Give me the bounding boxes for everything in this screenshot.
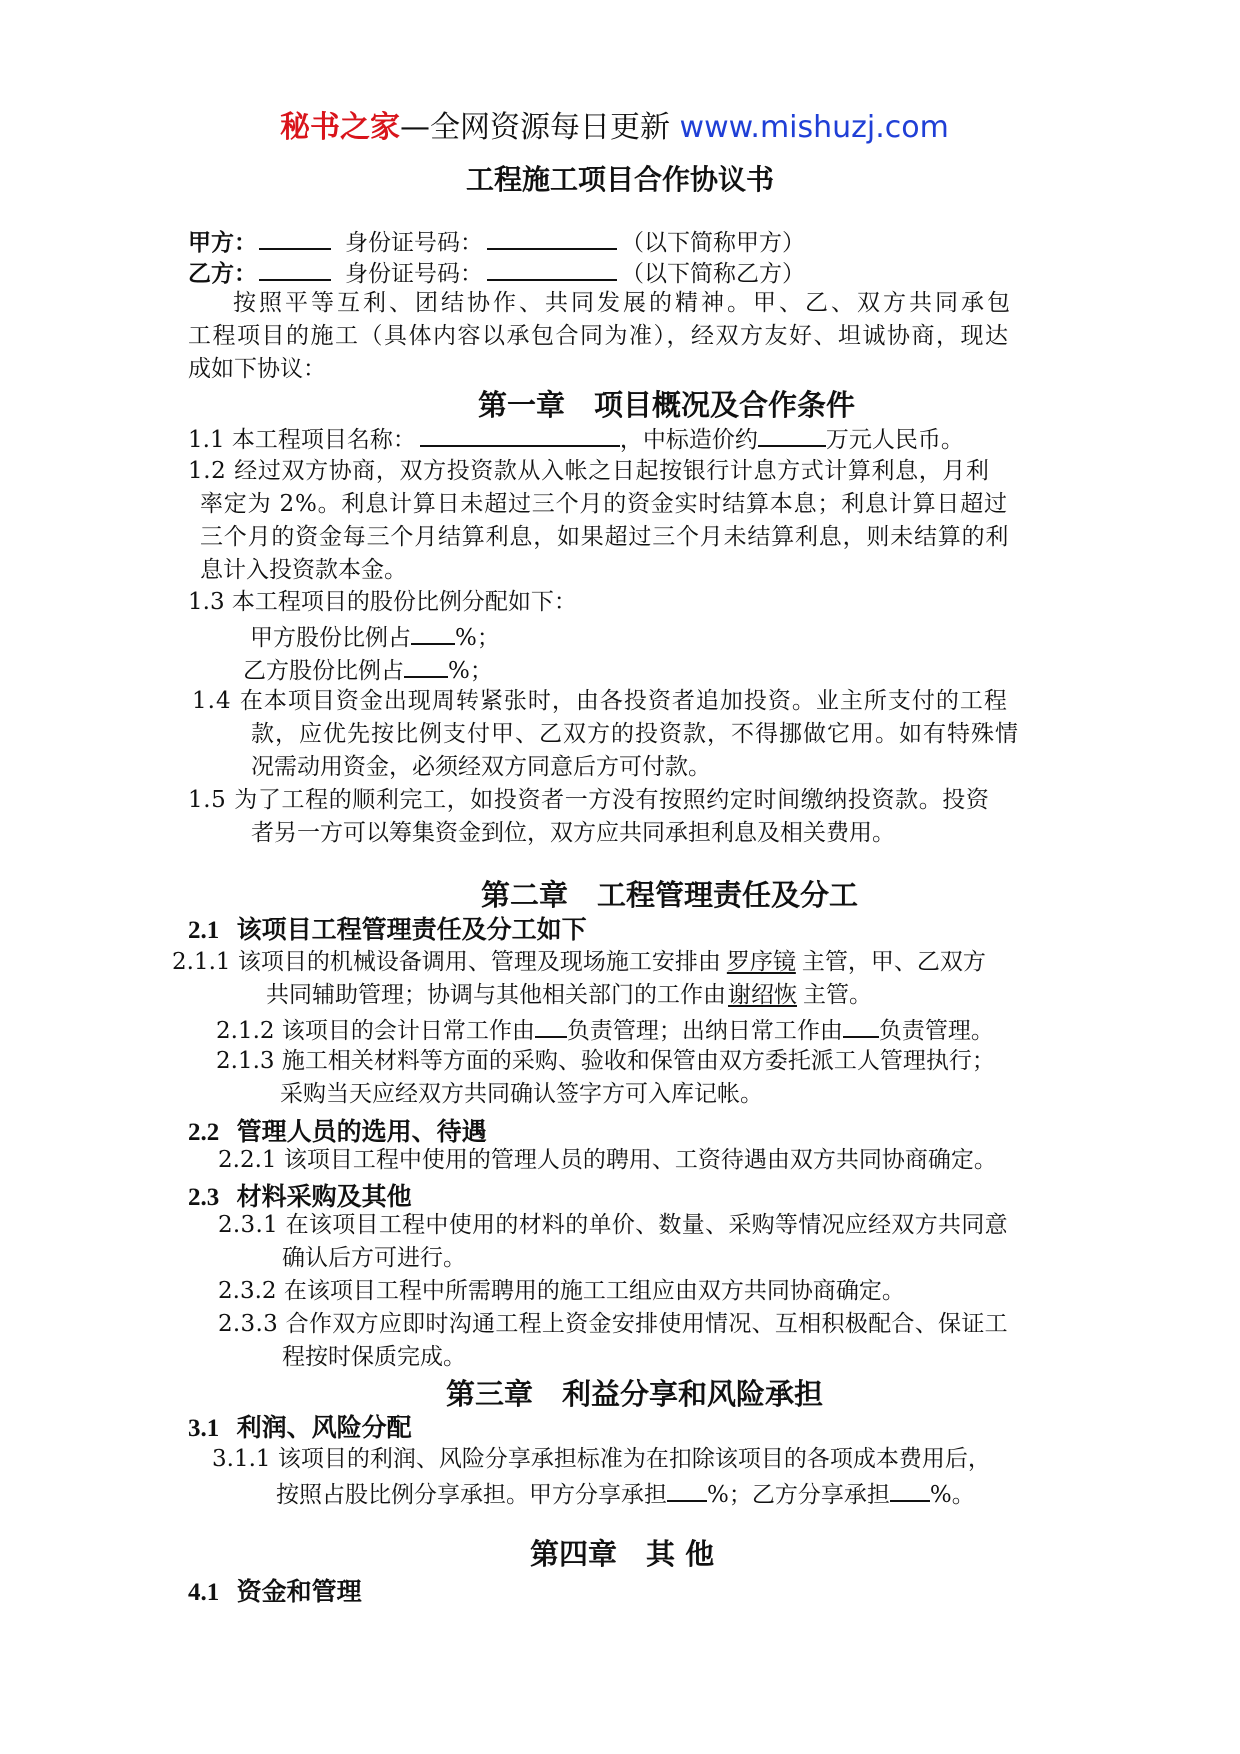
clause-1-2-line-2: 率定为 2%。利息计算日未超过三个月的资金实时结算本息；利息计算日超过 [200,491,1008,517]
clause-1-1-text-a: 1.1 本工程项目名称： [188,427,416,453]
profit-share-b-blank [890,1476,930,1502]
party-b-label: 乙方： [188,260,257,287]
party-b-id-label: 身份证号码： [345,261,483,287]
party-a-suffix: （以下简称甲方） [621,230,805,256]
section-2-3-heading [188,1177,412,1213]
section-2-1-heading [188,910,587,946]
party-a-label: 甲方： [188,229,257,256]
clause-2-1-3-line-2: 采购当天应经双方共同确认签字方可入库记帐。 [280,1081,763,1107]
clause-1-4-line-3: 况需动用资金，必须经双方同意后方可付款。 [251,754,711,780]
clause-1-2-line-1: 1.2 经过双方协商，双方投资款从入帐之日起按银行计息方式计算利息，月利 [188,458,990,484]
profit-share-a-blank [667,1476,707,1502]
section-3-1-number: 3.1 [188,1415,220,1442]
banner-brand: 秘书之家 [280,110,400,145]
clause-2-3-1-line-1: 2.3.1 在该项目工程中使用的材料的单价、数量、采购等情况应经双方共同意 [218,1212,1008,1238]
clause-1-2-line-3: 三个月的资金每三个月结算利息，如果超过三个月未结算利息，则未结算的利 [200,524,1010,550]
party-b-id-blank [487,255,617,281]
clause-1-3-party-b [243,652,493,688]
clause-2-3-3-line-1: 2.3.3 合作双方应即时沟通工程上资金安排使用情况、互相积极配合、保证工 [218,1311,1008,1337]
party-a-id-blank [487,224,617,250]
share-b-unit: %； [448,658,493,684]
clause-2-1-1-text-c: 共同辅助管理；协调与其他相关部门的工作由 [266,982,726,1008]
clause-1-5-line-2: 者另一方可以筹集资金到位，双方应共同承担利息及相关费用。 [251,820,895,846]
clause-1-5-line-1: 1.5 为了工程的顺利完工，如投资者一方没有按照约定时间缴纳投资款。投资 [188,787,990,813]
section-3-1-label: 利润、风险分配 [236,1413,412,1442]
clause-3-1-1-text-a: 按照占股比例分享承担。甲方分享承担 [276,1482,667,1508]
section-2-1-number: 2.1 [188,917,220,944]
clause-1-1 [188,421,964,457]
cashier-blank [843,1012,879,1038]
section-4-1-heading [188,1572,362,1608]
clause-2-1-3-line-1: 2.1.3 施工相关材料等方面的采购、验收和保管由双方委托派工人管理执行； [216,1048,995,1074]
clause-3-1-1-line-1: 3.1.1 该项目的利润、风险分享承担标准为在扣除该项目的各项成本费用后， [212,1446,991,1472]
clause-2-1-2-text-c: 负责管理。 [878,1018,994,1044]
share-b-label: 乙方股份比例占 [243,658,404,684]
clause-1-4-line-2: 款，应优先按比例支付甲、乙双方的投资款，不得挪做它用。如有特殊情 [251,721,1019,747]
clause-3-1-1-line-2 [276,1476,975,1512]
coordination-manager-name: 谢绍恢 [728,982,797,1008]
clause-2-1-1-text-a: 2.1.1 该项目的机械设备调用、管理及现场施工安排由 [172,949,721,975]
section-2-2-number: 2.2 [188,1119,220,1146]
banner-url[interactable]: www.mishuzj.com [679,110,949,145]
document-title: 工程施工项目合作协议书 [465,163,774,196]
chapter-4-heading: 第四章 其 他 [530,1537,715,1571]
clause-1-1-text-c: 万元人民币。 [825,427,964,453]
machinery-manager-name: 罗序镜 [726,949,796,975]
clause-2-1-1-text-d: 主管。 [803,982,872,1008]
share-b-blank [404,652,448,678]
clause-2-1-1-line-1 [172,946,986,979]
clause-3-1-1-text-c: %。 [929,1482,975,1508]
share-a-label: 甲方股份比例占 [250,625,411,651]
site-banner [280,102,949,146]
clause-2-1-2-text-b: 负责管理；出纳日常工作由 [566,1018,843,1044]
share-a-unit: %； [455,625,500,651]
project-name-blank [420,421,620,447]
share-a-blank [411,619,455,645]
chapter-1-heading: 第一章 项目概况及合作条件 [478,388,856,422]
section-2-3-number: 2.3 [188,1184,220,1211]
accountant-blank [535,1012,567,1038]
party-b-name-blank [259,255,331,281]
intro-line-3: 成如下协议： [188,356,326,382]
section-2-2-label: 管理人员的选用、待遇 [236,1117,487,1146]
intro-line-2: 工程项目的施工（具体内容以承包合同为准），经双方友好、坦诚协商，现达 [188,323,1010,349]
section-4-1-number: 4.1 [188,1579,220,1606]
party-a-id-label: 身份证号码： [345,230,483,256]
party-b-suffix: （以下简称乙方） [621,261,805,287]
clause-2-3-2: 2.3.2 在该项目工程中所需聘用的施工工组应由双方共同协商确定。 [218,1278,905,1304]
intro-line-1: 按照平等互利、团结协作、共同发展的精神。甲、乙、双方共同承包 [233,290,1013,316]
section-3-1-heading [188,1408,412,1444]
clause-1-3-party-a [250,619,500,655]
clause-2-1-2-text-a: 2.1.2 该项目的会计日常工作由 [216,1018,535,1044]
clause-1-2-line-4: 息计入投资款本金。 [200,557,407,583]
clause-3-1-1-text-b: %；乙方分享承担 [707,1482,890,1508]
clause-2-3-1-line-2: 确认后方可进行。 [282,1245,466,1271]
section-2-3-label: 材料采购及其他 [236,1182,412,1211]
section-2-1-label: 该项目工程管理责任及分工如下 [236,915,587,944]
chapter-3-heading: 第三章 利益分享和风险承担 [446,1377,824,1411]
clause-2-1-1-line-2 [266,979,872,1012]
clause-1-3-head: 1.3 本工程项目的股份比例分配如下： [188,589,577,615]
banner-tagline: —全网资源每日更新 [400,110,680,145]
clause-1-1-text-b: ，中标造价约 [619,427,758,453]
clause-1-4-line-1: 1.4 在本项目资金出现周转紧张时，由各投资者追加投资。业主所支付的工程 [192,688,1008,714]
chapter-2-heading: 第二章 工程管理责任及分工 [481,878,859,912]
clause-2-1-1-text-b: 主管，甲、乙双方 [801,949,986,975]
section-4-1-label: 资金和管理 [236,1577,362,1606]
clause-2-1-2 [216,1012,994,1048]
clause-2-3-3-line-2: 程按时保质完成。 [282,1344,466,1370]
bid-price-blank [758,421,826,447]
clause-2-2-1: 2.2.1 该项目工程中使用的管理人员的聘用、工资待遇由双方共同协商确定。 [218,1147,997,1173]
party-b-line [188,255,805,291]
party-a-name-blank [259,224,331,250]
section-2-2-heading [188,1112,487,1148]
